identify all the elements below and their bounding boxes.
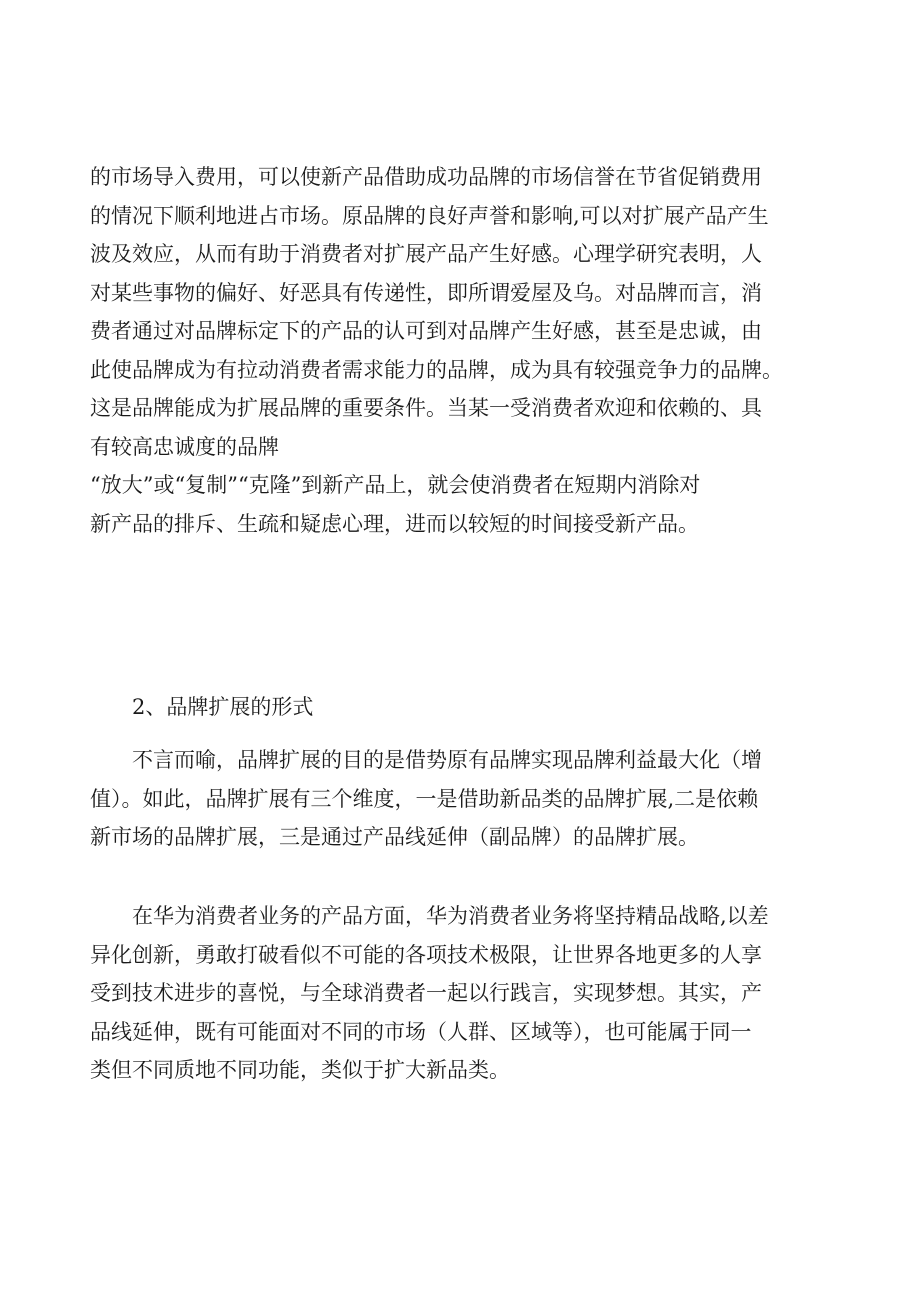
text-line: 有较高忠诚度的品牌 [90, 434, 279, 459]
text-line: 费者通过对品牌标定下的产品的认可到对品牌产生好感，甚至是忠诚，由 [90, 319, 762, 343]
text-line: “放大”或“复制”“克隆”到新产品上，就会使消费者在短期内消除对 [90, 473, 701, 497]
paragraph-extension-dimensions [90, 741, 850, 857]
text-line: 异化创新，勇敢打破看似不可能的各项技术极限，让世界各地更多的人享 [90, 942, 762, 967]
text-line: 波及效应，从而有助于消费者对扩展产品产生好感。心理学研究表明，人 [90, 242, 762, 266]
text-line: 这是品牌能成为扩展品牌的重要条件。当某一受消费者欢迎和依赖的、具 [90, 396, 762, 420]
text-line: 值）。如此，品牌扩展有三个维度，一是借助新品类的品牌扩展,二是依赖 [90, 786, 759, 811]
text-line: 对某些事物的偏好、好恶具有传递性，即所谓爱屋及乌。对品牌而言，消 [90, 280, 762, 305]
text-line: 类但不同质地不同功能，类似于扩大新品类。 [90, 1058, 510, 1082]
text-line: 在华为消费者业务的产品方面，华为消费者业务将坚持精品战略,以差 [132, 904, 769, 928]
text-line: 此使品牌成为有拉动消费者需求能力的品牌，成为具有较强竞争力的品牌。 [90, 357, 783, 382]
section-heading: 2、品牌扩展的形式 [132, 695, 314, 719]
paragraph-huawei-strategy [90, 897, 850, 1090]
section-heading-brand-extension-forms [90, 688, 850, 727]
paragraph-brand-benefits [90, 158, 850, 543]
text-line: 受到技术进步的喜悦，与全球消费者一起以行践言，实现梦想。其实，产 [90, 981, 762, 1005]
text-line: 新产品的排斥、生疏和疑虑心理，进而以较短的时间接受新产品。 [90, 511, 699, 536]
text-line: 的市场导入费用，可以使新产品借助成功品牌的市场信誉在节省促销费用 [90, 165, 762, 189]
text-line: 品线延伸，既有可能面对不同的市场（人群、区域等），也可能属于同一 [90, 1019, 752, 1044]
text-line: 新市场的品牌扩展，三是通过产品线延伸（副品牌）的品牌扩展。 [90, 825, 699, 849]
text-line: 的情况下顺利地进占市场。原品牌的良好声誉和影响,可以对扩展产品产生 [90, 203, 769, 228]
text-line: 不言而喻，品牌扩展的目的是借势原有品牌实现品牌利益最大化（增 [132, 748, 762, 772]
